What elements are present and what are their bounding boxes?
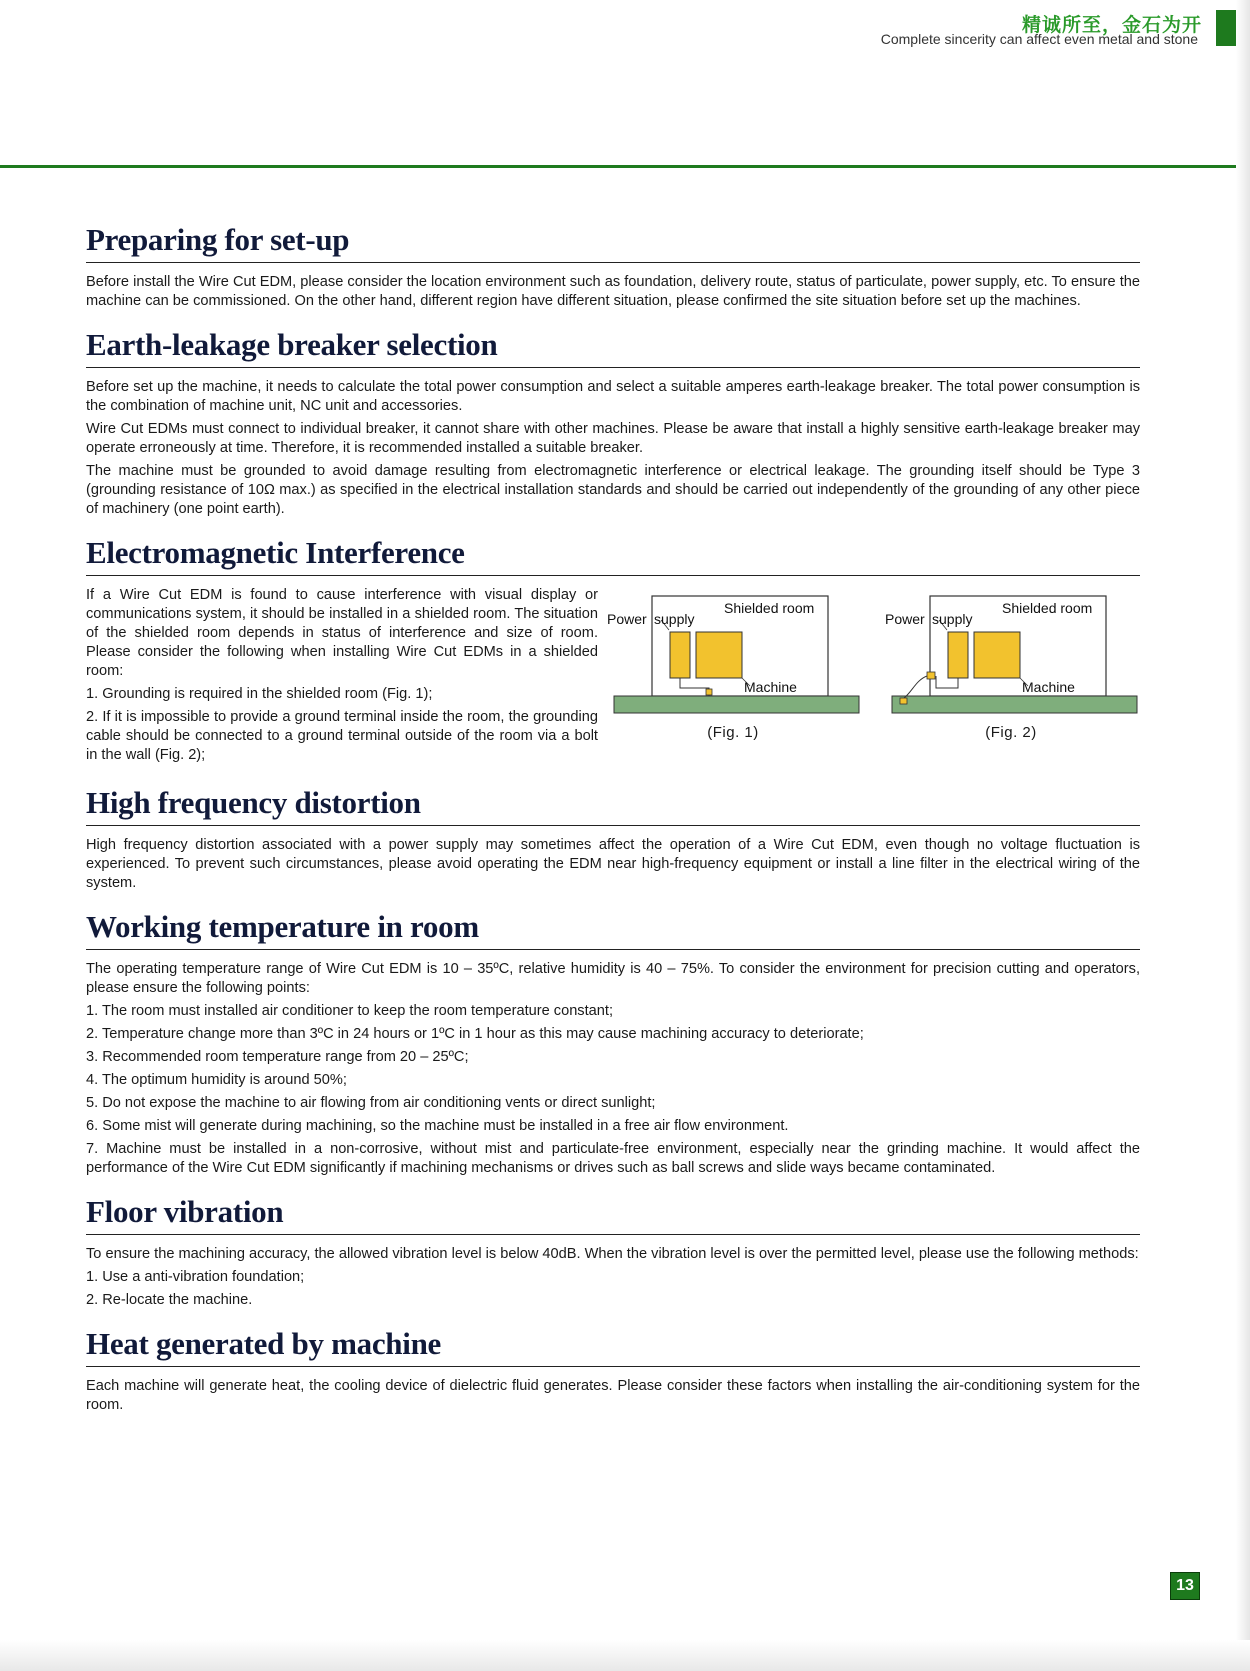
vibration-list — [86, 1268, 1140, 1310]
section-paragraph: Wire Cut EDMs must connect to individual breaker, it cannot share with other machines. Please be aware that install a highly sensitive earth-leakage breaker may operate erroneously at time. Therefore, it is recommended installed a suitable breaker. — [86, 421, 1140, 456]
section-floor-vibration — [86, 1194, 1140, 1310]
section-rule — [86, 575, 1140, 576]
ground-terminal — [706, 689, 712, 695]
list-item: 3. Recommended room temperature range from 20 – 25ºC; — [86, 1049, 469, 1065]
section-title: Floor vibration — [86, 1194, 284, 1229]
list-item: 6. Some mist will generate during machining, so the machine must be installed in a free air flow environment. — [86, 1118, 789, 1134]
section-working-temperature — [86, 909, 1140, 1178]
list-item: 1. The room must installed air conditioner to keep the room temperature constant; — [86, 1003, 613, 1019]
figure-1 — [604, 594, 862, 769]
header-divider — [0, 165, 1236, 168]
wall-bolt — [927, 672, 935, 679]
label-machine: Machine — [744, 679, 797, 695]
outside-ground-terminal — [900, 698, 907, 704]
label-power: Power — [885, 611, 925, 627]
machine-unit — [974, 632, 1020, 678]
outside-ground-wire — [904, 676, 927, 698]
section-title: Earth-leakage breaker selection — [86, 327, 498, 362]
section-rule — [86, 949, 1140, 950]
label-supply: supply — [654, 611, 695, 627]
figure-2 — [882, 594, 1140, 769]
list-item: 2. Re-locate the machine. — [86, 1292, 253, 1308]
section-paragraph: The machine must be grounded to avoid damage resulting from electromagnetic interference or electrical leakage. The grounding itself should be Type 3 (grounding resistance of 10Ω max.) as specified in the electrical installation standards and should be carried out independently of the grounding of any other piece of machinery (one point earth). — [86, 463, 1140, 517]
page-content — [86, 222, 1140, 1431]
section-rule — [86, 1366, 1140, 1367]
list-item: 1. Use a anti-vibration foundation; — [86, 1269, 305, 1285]
section-rule — [86, 262, 1140, 263]
label-machine: Machine — [1022, 679, 1075, 695]
figure-caption: (Fig. 2) — [985, 724, 1037, 741]
section-paragraph: Before set up the machine, it needs to calculate the total power consumption and select a suitable amperes earth-leakage breaker. The total power consumption is the combination of machine unit, NC unit and accessories. — [86, 379, 1140, 414]
figure-1-diagram — [604, 594, 862, 722]
section-paragraph: Each machine will generate heat, the cooling device of dielectric fluid generates. Please consider these factors when installing the air-conditioning system for the room. — [86, 1378, 1140, 1413]
section-rule — [86, 825, 1140, 826]
figure-caption: (Fig. 1) — [707, 724, 759, 741]
section-rule — [86, 367, 1140, 368]
label-shielded-room: Shielded room — [724, 600, 815, 616]
emi-list — [86, 685, 598, 765]
section-rule — [86, 1234, 1140, 1235]
list-item: 2. If it is impossible to provide a ground terminal inside the room, the grounding cable should be connected to a ground terminal outside of the room via a bolt in the wall (Fig. 2); — [86, 709, 598, 763]
section-title: Preparing for set-up — [86, 222, 350, 257]
list-item: 2. Temperature change more than 3ºC in 24 hours or 1ºC in 1 hour as this may cause machining accuracy to deteriorate; — [86, 1026, 864, 1042]
page-edge-shadow — [1236, 0, 1250, 1671]
list-item: 7. Machine must be installed in a non-corrosive, without mist and particulate-free environment, especially near the grinding machine. It would affect the performance of the Wire Cut EDM significantly if machining mechanisms or drives such as ball screws and slide ways became contaminated. — [86, 1141, 1140, 1176]
list-item: 5. Do not expose the machine to air flowing from air conditioning vents or direct sunlight; — [86, 1095, 656, 1111]
section-earth-leakage — [86, 327, 1140, 519]
page-number: 13 — [1170, 1572, 1200, 1600]
section-title: Electromagnetic Interference — [86, 535, 465, 570]
section-heat-generated — [86, 1326, 1140, 1415]
header-color-bar — [1216, 10, 1236, 46]
power-supply-unit — [670, 632, 690, 678]
section-title: High frequency distortion — [86, 785, 421, 820]
page-bottom-shadow — [0, 1640, 1250, 1671]
section-high-frequency — [86, 785, 1140, 893]
emi-text — [86, 586, 598, 769]
label-supply: supply — [932, 611, 973, 627]
section-paragraph: High frequency distortion associated with a power supply may sometimes affect the operation of a Wire Cut EDM, even though no voltage fluctuation is experienced. To prevent such circumstances, please avoid operating the EDM near high-frequency equipment or install a line filter in the electrical wiring of the system. — [86, 837, 1140, 891]
list-item: 4. The optimum humidity is around 50%; — [86, 1072, 347, 1088]
label-shielded-room: Shielded room — [1002, 600, 1093, 616]
section-title: Working temperature in room — [86, 909, 479, 944]
label-power: Power — [607, 611, 647, 627]
slogan-chinese: 精诚所至，金石为开 — [1021, 14, 1202, 36]
section-electromagnetic — [86, 535, 1140, 769]
temperature-list — [86, 1002, 1140, 1178]
list-item: 1. Grounding is required in the shielded room (Fig. 1); — [86, 686, 433, 702]
slogan-english: Complete sincerity can affect even metal and stone — [880, 31, 1198, 47]
section-title: Heat generated by machine — [86, 1326, 441, 1361]
section-paragraph: If a Wire Cut EDM is found to cause interference with visual display or communications system, it should be installed in a shielded room. The situation of the shielded room depends in status of interference and size of room. Please consider the following when installing Wire Cut EDMs in a shielded room: — [86, 587, 598, 679]
ground-slab — [614, 696, 859, 713]
section-paragraph: The operating temperature range of Wire Cut EDM is 10 – 35ºC, relative humidity is 40 – 75%. To consider the environment for precision cutting and operators, please ensure the following points: — [86, 961, 1140, 996]
machine-unit — [696, 632, 742, 678]
figures — [604, 594, 1140, 769]
section-paragraph: Before install the Wire Cut EDM, please consider the location environment such as foundation, delivery route, status of particulate, power supply, etc. To ensure the machine can be commissioned. On the other hand, different region have different situation, please confirmed the site situation before set up the machines. — [86, 274, 1140, 309]
section-paragraph: To ensure the machining accuracy, the allowed vibration level is below 40dB. When the vibration level is over the permitted level, please use the following methods: — [86, 1246, 1139, 1262]
emi-layout — [86, 586, 1140, 769]
ground-slab — [892, 696, 1137, 713]
section-preparing-setup — [86, 222, 1140, 311]
power-supply-unit — [948, 632, 968, 678]
figure-2-diagram — [882, 594, 1140, 722]
